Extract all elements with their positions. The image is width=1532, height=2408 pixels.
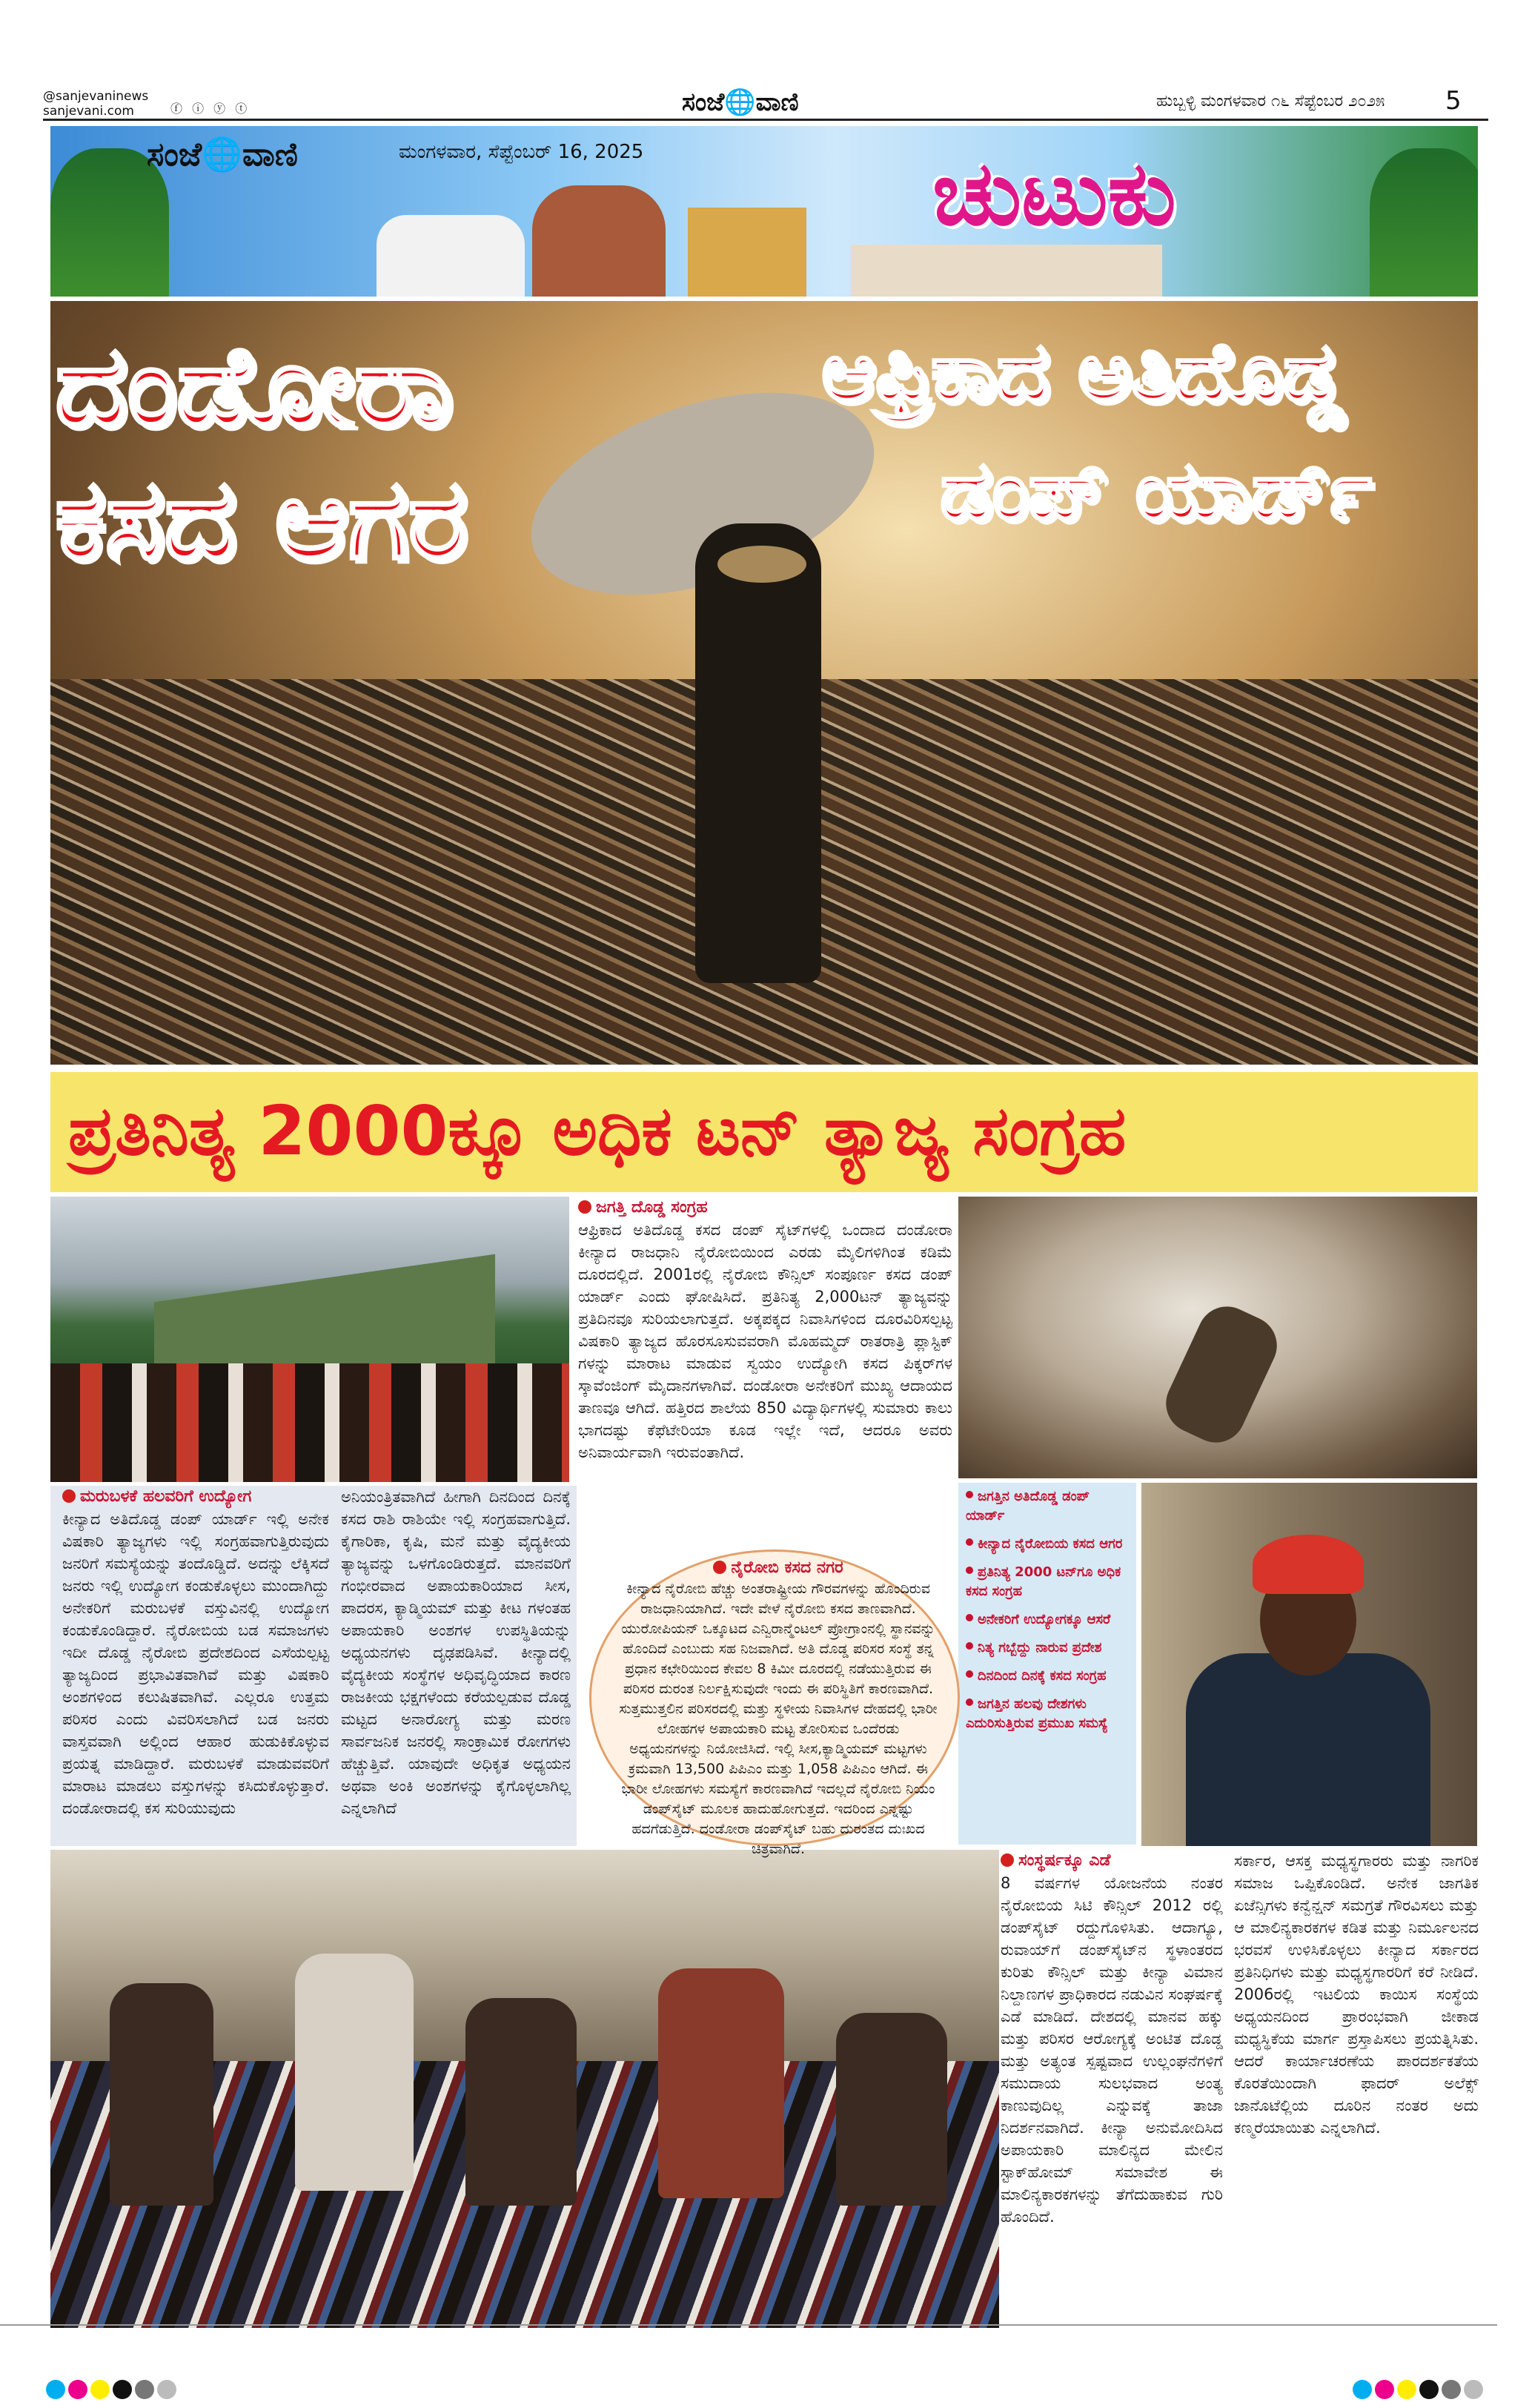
handle-line-1: @sanjevaninews <box>43 89 149 104</box>
highlight-item <box>966 1487 1133 1526</box>
bullet-icon <box>966 1670 973 1678</box>
left-article-col-2 <box>341 1486 571 1819</box>
banner-date: ಮಂಗಳವಾರ, ಸೆಪ್ಟೆಂಬರ್ 16, 2025 <box>399 141 644 163</box>
bottom-article-subhead <box>1001 1850 1223 1872</box>
picker-figure <box>295 1954 414 2191</box>
picker-figure <box>465 1998 577 2206</box>
highlight-text: ದಿನದಿಂದ ದಿನಕ್ಕೆ ಕಸದ ಸಂಗ್ರಹ <box>978 1668 1107 1684</box>
mid-article-body: ಆಫ್ರಿಕಾದ ಅತಿದೊಡ್ಡ ಕಸದ ಡಂಪ್ ಸೈಟ್‌ಗಳಲ್ಲಿ ಒಂದಾದ ದಂಡೋರಾ ಕೀನ್ಯಾದ ರಾಜಧಾನಿ ನೈರೋಬಿಯಿಂದ ಎರಡು ಮೈಲಿಗಳಿಗಿಂತ ಕಡಿಮೆ ದೂರದಲ್ಲಿದೆ. 2001ರಲ್ಲಿ ನೈರೋಬಿ ಕೌನ್ಸಿಲ್ ಸಂಪೂರ್ಣ ಕಸದ ಡಂಪ್ ಯಾರ್ಡ್ ಎಂದು ಘೋಷಿಸಿದೆ. ಪ್ರತಿನಿತ್ಯ 2,000ಟನ್ ತ್ಯಾಜ್ಯವನ್ನು ಪ್ರತಿದಿನವೂ ಸುರಿಯಲಾಗುತ್ತದೆ. ಅಕ್ಕಪಕ್ಕದ ನಿವಾಸಿಗಳಿಂದ ದೂರವಿರಿಸಲ್ಪಟ್ಟ ವಿಷಕಾರಿ ತ್ಯಾಜ್ಯದ ಹೊರಸೂಸುವವರಾಗಿ ಮೊಹಮ್ಮದ್ ರಾತರಾತ್ರಿ ಪ್ಲಾಸ್ಟಿಕ್ ಗಳನ್ನು ಮಾರಾಟ ಮಾಡುವ ಸ್ವಯಂ ಉದ್ಯೋಗಿ ಕಸದ ಪಿಕ್ಕರ್‌ಗಳ ಸ್ಕಾವೆಂಜಿಂಗ್ ಮೈದಾನಗಳಾಗಿವೆ. ದಂಡೋರಾ ಅನೇಕರಿಗೆ ಮುಖ್ಯ ಆದಾಯದ ತಾಣವೂ ಆಗಿದೆ. ಹತ್ತಿರದ ಶಾಲೆಯ 850 ವಿದ್ಯಾರ್ಥಿಗಳಲ್ಲಿ ಸುಮಾರು ಕಾಲು ಭಾಗದಷ್ಟು ಕೆಫೆಟೇರಿಯಾ ಕೂಡ ಇಲ್ಲೇ ಇದೆ, ಆದರೂ ಅವರು ಅನಿವಾರ್ಯವಾಗಿ ಇರುವಂತಾಗಿದೆ. <box>578 1221 952 1461</box>
registration-mark-black <box>113 2380 132 2399</box>
highlight-item <box>966 1638 1133 1658</box>
bending-man-image <box>1156 1297 1287 1452</box>
bullet-icon <box>966 1642 973 1650</box>
hero-headline-left-1: ದಂಡೋರಾ <box>55 322 453 451</box>
registration-mark-magenta <box>68 2380 87 2399</box>
bottom-article-col-1 <box>1001 1850 1223 2228</box>
waste-pickers-photo <box>50 1850 999 2328</box>
woman-body-image <box>1186 1653 1430 1846</box>
bottom-divider <box>0 2324 1497 2326</box>
mid-article-subhead <box>578 1197 952 1219</box>
bottom-article-col-2 <box>1234 1850 1479 2139</box>
section-banner <box>50 126 1478 297</box>
mid-subhead-text: ಜಗತ್ತಿ ದೊಡ್ಡ ಸಂಗ್ರಹ <box>596 1198 708 1217</box>
bullet-dot-icon <box>713 1561 726 1574</box>
hero-photo <box>50 301 1478 1065</box>
red-cap-image <box>1253 1535 1364 1594</box>
highlight-text: ಜಗತ್ತಿನ ಅತಿದೊಡ್ಡ ಡಂಪ್ ಯಾರ್ಡ್ <box>966 1489 1090 1524</box>
bullet-dot-icon <box>62 1489 76 1503</box>
site-handle <box>43 89 148 119</box>
crowd-image <box>50 1363 569 1482</box>
oval-subhead <box>619 1557 938 1579</box>
left-article-body-2: ಅನಿಯಂತ್ರಿತವಾಗಿದೆ ಹೀಗಾಗಿ ದಿನದಿಂದ ದಿನಕ್ಕೆ ಕಸದ ರಾಶಿ ರಾಶಿಯೇ ಇಲ್ಲಿ ಸಂಗ್ರಹವಾಗುತ್ತಿದೆ. ಕೈಗಾರಿಕಾ, ಕೃಷಿ, ಮನೆ ಮತ್ತು ವೈದ್ಯಕೀಯ ತ್ಯಾಜ್ಯವನ್ನು ಒಳಗೊಂಡಿರುತ್ತದೆ. ಮಾನವರಿಗೆ ಗಂಭೀರವಾದ ಅಪಾಯಕಾರಿಯಾದ ಸೀಸ, ಪಾದರಸ, ಕ್ಯಾಡ್ಮಿಯಮ್ ಮತ್ತು ಕೀಟ ಗಳಂತಹ ಅಪಾಯಕಾರಿ ಅಂಶಗಳ ಉಪಸ್ಥಿತಿಯನ್ನು ಅಧ್ಯಯನಗಳು ದೃಢಪಡಿಸಿವೆ. ಕೀನ್ಯಾದಲ್ಲಿ ವೈದ್ಯಕೀಯ ಸಂಸ್ಥೆಗಳ ಅಧಿವೃದ್ಧಿಯಾದ ಕಾರಣ ರಾಜಕೀಯ ಭಕ್ಷಗಳೆಂದು ಕರೆಯಲ್ಪಡುವ ದೊಡ್ಡ ಮಟ್ಟದ ಅನಾರೋಗ್ಯ ಮತ್ತು ಮರಣ ಸಾರ್ವಜನಿಕ ಜನರಲ್ಲಿ ಸಾಂಕ್ರಾಮಿಕ ರೋಗಗಳು ಹೆಚ್ಚುತ್ತಿವೆ. ಯಾವುದೇ ಅಧಿಕೃತ ಅಧ್ಯಯನ ಅಥವಾ ಅಂಕಿ ಅಂಶಗಳನ್ನು ಕೈಗೊಳ್ಳಲಾಗಿಲ್ಲ ಎನ್ನಲಾಗಿದೆ <box>341 1488 571 1817</box>
registration-mark-cyan <box>46 2380 65 2399</box>
strip-headline: ಪ್ರತಿನಿತ್ಯ 2000ಕ್ಕೂ ಅಧಿಕ ಟನ್ ತ್ಯಾಜ್ಯ ಸಂಗ್ರಹ <box>68 1091 1127 1171</box>
straw-hat-image <box>717 546 806 583</box>
registration-mark-cyan <box>1353 2380 1372 2399</box>
waste-picker-figure <box>695 523 821 983</box>
oval-subhead-text: ನೈರೋಬಿ ಕಸದ ನಗರ <box>731 1558 843 1577</box>
highlight-text: ನಿತ್ಯ ಗಬ್ಬೆದ್ದು ನಾರುವ ಪ್ರದೇಶ <box>978 1640 1102 1656</box>
hero-headline-right-1: ಆಫ್ರಿಕಾದ ಅತಿದೊಡ್ಡ <box>821 324 1344 419</box>
top-divider <box>43 119 1488 121</box>
highlight-text: ಅನೇಕರಿಗೆ ಉದ್ಯೋಗಕ್ಕೂ ಆಸರೆ <box>978 1612 1111 1627</box>
banner-logo: ಸಂಜೆ🌐ವಾಣಿ <box>147 136 298 173</box>
hero-headline-right-2: ಡಂಪ್ ಯಾರ್ಡ್ <box>940 443 1372 538</box>
palm-tree-image <box>1370 148 1478 297</box>
highlight-item <box>966 1610 1133 1630</box>
highlight-text: ಜಗತ್ತಿನ ಹಲವು ದೇಶಗಳು ಎದುರಿಸುತ್ತಿರುವ ಪ್ರಮುಖ ಸಮಸ್ಯೆ <box>966 1696 1108 1731</box>
oval-sidebar-content <box>619 1557 938 1859</box>
section-title: ಚುಟುಕು <box>932 141 1176 245</box>
smoke-dump-photo <box>958 1197 1477 1478</box>
bottom-article-body-2: ಸರ್ಕಾರ, ಆಸಕ್ತ ಮಧ್ಯಸ್ಥಗಾರರು ಮತ್ತು ನಾಗರಿಕ ಸಮಾಜ ಒಪ್ಪಿಕೊಂಡಿದೆ. ಅನೇಕ ಜಾಗತಿಕ ಏಜೆನ್ಸಿಗಳು ಕನ್ವೆನ್ಷನ್ ಸಮಗ್ರತೆ ಗೌರವಿಸಲು ಮತ್ತು ಆ ಮಾಲಿನ್ಯಕಾರಕಗಳ ಕಡಿತ ಮತ್ತು ನಿರ್ಮೂಲನದ ಭರವಸೆ ಉಳಿಸಿಕೊಳ್ಳಲು ಕೀನ್ಯಾದ ಸರ್ಕಾರದ ಪ್ರತಿನಿಧಿಗಳು ಮತ್ತು ಮಧ್ಯಸ್ಥಗಾರರಿಗೆ ಕರೆ ನೀಡಿದೆ. 2006ರಲ್ಲಿ ಇಟಲಿಯ ಕಾಯಿಸ ಸಂಸ್ಥೆಯ ಅಧ್ಯಯನದಿಂದ ಪ್ರಾರಂಭವಾಗಿ ಜೀಕಾಡ ಮಧ್ಯಸ್ಥಿಕೆಯ ಮಾರ್ಗ ಪ್ರಸ್ತಾಪಿಸಲು ಪ್ರಯತ್ನಿಸಿತು. ಆದರೆ ಕಾರ್ಯಾಚರಣೆಯ ಪಾರದರ್ಶಕತೆಯ ಕೊರತೆಯಿಂದಾಗಿ ಫಾದರ್ ಅಲೆಕ್ಸ್ ಜಾನೊಟೆಲ್ಲಿಯ ದೂರಿನ ನಂತರ ಅದು ಕಣ್ಮರೆಯಾಯಿತು ಎನ್ನಲಾಗಿದೆ. <box>1234 1852 1479 2137</box>
left-article-body-1: ಕೀನ್ಯಾದ ಅತಿದೊಡ್ಡ ಡಂಪ್ ಯಾರ್ಡ್ ಇಲ್ಲಿ ಅನೇಕ ವಿಷಕಾರಿ ತ್ಯಾಜ್ಯಗಳು ಇಲ್ಲಿ ಸಂಗ್ರಹವಾಗುತ್ತಿರುವುದು ಜನರಿಗೆ ಸಮಸ್ಯೆಯನ್ನು ತಂದೊಡ್ಡಿದೆ. ಅದನ್ನು ಲೆಕ್ಕಿಸದೆ ಜನರು ಇಲ್ಲಿ ಉದ್ಯೋಗ ಕಂಡುಕೊಳ್ಳಲು ಮುಂದಾಗಿದ್ದು ಅನೇಕರಿಗೆ ಮರುಬಳಕೆ ವಸ್ತುವಿನಲ್ಲಿ ಉದ್ಯೋಗ ಕಂಡುಕೊಂಡಿದ್ದಾರೆ. ನೈರೋಬಿಯ ಬಡ ಸಮಾಜಗಳು ಇದೀ ದೊಡ್ಡ ನೈರೋಬಿ ಪ್ರದೇಶದಿಂದ ಎಸೆಯಲ್ಪಟ್ಟ ತ್ಯಾಜ್ಯದಿಂದ ಪ್ರಭಾವಿತವಾಗಿವೆ ಮತ್ತು ವಿಷಕಾರಿ ಅಂಶಗಳಿಂದ ಕಲುಷಿತವಾಗಿವೆ. ಎಲ್ಲರೂ ಉತ್ತಮ ಪರಿಸರ ಎಂದು ವಿವರಿಸಲಾಗಿದೆ ಬಡ ಜನರು ವಾಸ್ತವವಾಗಿ ಅಲ್ಲಿಂದ ಆಹಾರ ಹುಡುಕಿಕೊಳ್ಳುವ ಪ್ರಯತ್ನ ಮಾಡಿದ್ದಾರೆ. ಮರುಬಳಕೆ ಮಾಡುವವರಿಗೆ ಮಾರಾಟ ಮಾಡಲು ವಸ್ತುಗಳನ್ನು ಕಸಿದುಕೊಳ್ಳುತ್ತಾರೆ. ದಂಡೋರಾದಲ್ಲಿ ಕಸ ಸುರಿಯುವುದು <box>62 1510 329 1817</box>
registration-mark-yellow <box>1397 2380 1416 2399</box>
page-number: 5 <box>1445 86 1462 116</box>
registration-mark-lightgrey <box>157 2380 176 2399</box>
left-article-subhead <box>62 1486 329 1508</box>
registration-mark-grey <box>1442 2380 1461 2399</box>
left-article-col-1 <box>62 1486 329 1819</box>
landmarks-image <box>851 245 1162 297</box>
registration-mark-magenta <box>1375 2380 1394 2399</box>
bottom-subhead-text: ಸಂಸ್ಥರ್ಷಕ್ಕೂ ಎಡೆ <box>1018 1851 1111 1870</box>
top-strip <box>0 0 1532 122</box>
hero-headline-left-2: ಕಸದ ಆಗರ <box>55 455 467 584</box>
highlight-item <box>966 1563 1133 1601</box>
temple-image <box>532 185 666 297</box>
opera-house-image <box>377 215 525 297</box>
oval-body: ಕೀನ್ಯಾದ ನೈರೋಬಿ ಹೆಚ್ಚು ಅಂತರಾಷ್ಟ್ರೀಯ ಗೌರವಗಳನ್ನು ಹೊಂದಿರುವ ರಾಜಧಾನಿಯಾಗಿದೆ. ಇದೇ ವೇಳೆ ನೈರೋಬಿ ಕಸದ ತಾಣವಾಗಿದೆ. ಯುರೋಪಿಯನ್ ಒಕ್ಕೂಟದ ಎನ್ವಿರಾನ್ಮೆಂಟಲ್ ಪ್ರೋಗ್ರಾಂನಲ್ಲಿ ಸ್ಥಾನವನ್ನು ಹೊಂದಿದೆ ಎಂಬುದು ಸಹ ನಿಜವಾಗಿದೆ. ಅತಿ ದೊಡ್ಡ ಪರಿಸರ ಸಂಸ್ಥೆ ತನ್ನ ಪ್ರಧಾನ ಕಛೇರಿಯಿಂದ ಕೇವಲ 8 ಕಿಮೀ ದೂರದಲ್ಲಿ ನಡೆಯುತ್ತಿರುವ ಈ ಪರಿಸರ ದುರಂತ ನಿರ್ಲಕ್ಷಿಸುವುದೇ ಇಂದು ಈ ಪರಿಸ್ಥಿತಿಗೆ ಕಾರಣವಾಗಿದೆ. ಸುತ್ತಮುತ್ತಲಿನ ಪರಿಸರದಲ್ಲಿ ಮತ್ತು ಸ್ಥಳೀಯ ನಿವಾಸಿಗಳ ದೇಹದಲ್ಲಿ ಭಾರೀ ಲೋಹಗಳ ಅಪಾಯಕಾರಿ ಮಟ್ಟ ತೋರಿಸುವ ಒಂದೆರಡು ಅಧ್ಯಯನಗಳನ್ನು ನಿಯೋಜಿಸಿದೆ. ಇಲ್ಲಿ ಸೀಸ,ಕ್ಯಾಡ್ಮಿಯಮ್ ಮಟ್ಟಗಳು ಕ್ರಮವಾಗಿ 13,500 ಪಿಪಿಎಂ ಮತ್ತು 1,058 ಪಿಪಿಎಂ ಆಗಿದೆ. ಈ ಭಾರೀ ಲೋಹಗಳು ಸಮಸ್ಯೆಗೆ ಕಾರಣವಾಗಿದೆ ಇದಲ್ಲದೆ ನೈರೋಬಿ ನಿಯಂ ಡಂಪ್‌ಸೈಟ್ ಮೂಲಕ ಹಾದುಹೋಗುತ್ತದೆ. ಇದರಿಂದ ಎನ್ನಷ್ಟು ಹದಗೆಡುತ್ತಿದೆ. ದಂಡೋರಾ ಡಂಪ್‌ಸೈಟ್ ಬಹು ದುರಂತದ ದುಃಖದ ಚಿತ್ರವಾಗಿದೆ. <box>619 1581 938 1857</box>
dateline: ಹುಬ್ಬಳ್ಳಿ ಮಂಗಳವಾರ ೧೬ ಸೆಪ್ಟೆಂಬರ ೨೦೨೫ <box>1156 92 1385 110</box>
left-subhead-text: ಮರುಬಳಕೆ ಹಲವರಿಗೆ ಉದ್ಯೋಗ <box>80 1487 252 1506</box>
highlights-list <box>966 1487 1133 1742</box>
picker-figure <box>836 2013 947 2206</box>
registration-mark-grey <box>135 2380 154 2399</box>
bottom-article-body-1: 8 ವರ್ಷಗಳ ಯೋಜನೆಯ ನಂತರ ನೈರೋಬಿಯ ಸಿಟಿ ಕೌನ್ಸಿಲ್ 2012 ರಲ್ಲಿ ಡಂಪ್‌ಸೈಟ್ ರದ್ದುಗೊಳಿಸಿತು. ಆದಾಗ್ಯೂ, ರುವಾಯ್‌ಗೆ ಡಂಪ್‌ಸೈಟ್‌ನ ಸ್ಥಳಾಂತರದ ಕುರಿತು ಕೌನ್ಸಿಲ್ ಮತ್ತು ಕೀನ್ಯಾ ವಿಮಾನ ನಿಲ್ದಾಣಗಳ ಪ್ರಾಧಿಕಾರದ ನಡುವಿನ ಸಂಘರ್ಷಕ್ಕೆ ಎಡೆ ಮಾಡಿದೆ. ದೇಶದಲ್ಲಿ ಮಾನವ ಹಕ್ಕು ಮತ್ತು ಪರಿಸರ ಆರೋಗ್ಯಕ್ಕೆ ಅಂಟಿತ ದೊಡ್ಡ ಮತ್ತು ಅತ್ಯಂತ ಸ್ಪಷ್ಟವಾದ ಉಲ್ಲಂಘನೆಗಳಿಗೆ ಸಮುದಾಯ ಸುಲಭವಾದ ಅಂತ್ಯ ಕಾಣುವುದಿಲ್ಲ ಎನ್ನುವಕ್ಕೆ ತಾಜಾ ನಿದರ್ಶನವಾಗಿದೆ. ಕೀನ್ಯಾ ಅನುಮೋದಿಸಿದ ಅಪಾಯಕಾರಿ ಮಾಲಿನ್ಯದ ಮೇಲಿನ ಸ್ಟಾಕ್‌ಹೋಮ್ ಸಮಾವೇಶ ಈ ಮಾಲಿನ್ಯಕಾರಕಗಳನ್ನು ತೆಗೆದುಹಾಕುವ ಗುರಿ ಹೊಂದಿದೆ. <box>1001 1874 1223 2226</box>
palace-image <box>688 208 806 297</box>
masthead-logo: ಸಂಜೆ🌐ವಾಣಿ <box>682 87 799 117</box>
woman-portrait-photo <box>1141 1483 1477 1846</box>
bullet-dot-icon <box>1001 1853 1014 1867</box>
mid-article <box>578 1197 952 1463</box>
highlight-text: ಕೀನ್ಯಾದ ನೈರೋಬಿಯ ಕಸದ ಆಗರ <box>978 1536 1123 1552</box>
registration-mark-black <box>1419 2380 1439 2399</box>
picker-figure <box>658 1968 784 2198</box>
picker-figure <box>110 1983 213 2206</box>
social-icons[interactable]: ⓕ ⓘ ⓨ ⓣ <box>170 102 251 116</box>
highlight-strip <box>50 1072 1478 1192</box>
bullet-icon <box>966 1538 973 1546</box>
highlight-item <box>966 1535 1133 1554</box>
bullet-icon <box>966 1567 973 1574</box>
highlight-item <box>966 1667 1133 1686</box>
highlight-text: ಪ್ರತಿನಿತ್ಯ 2000 ಟನ್‌ಗೂ ಅಧಿಕ ಕಸದ ಸಂಗ್ರಹ <box>966 1564 1121 1599</box>
bus-crowd-photo <box>50 1197 569 1482</box>
bullet-icon <box>966 1614 973 1621</box>
bullet-dot-icon <box>578 1200 591 1214</box>
handle-line-2: sanjevani.com <box>43 104 134 119</box>
registration-mark-lightgrey <box>1464 2380 1483 2399</box>
bullet-icon <box>966 1698 973 1706</box>
bullet-icon <box>966 1491 973 1498</box>
highlight-item <box>966 1695 1133 1733</box>
registration-mark-yellow <box>90 2380 110 2399</box>
